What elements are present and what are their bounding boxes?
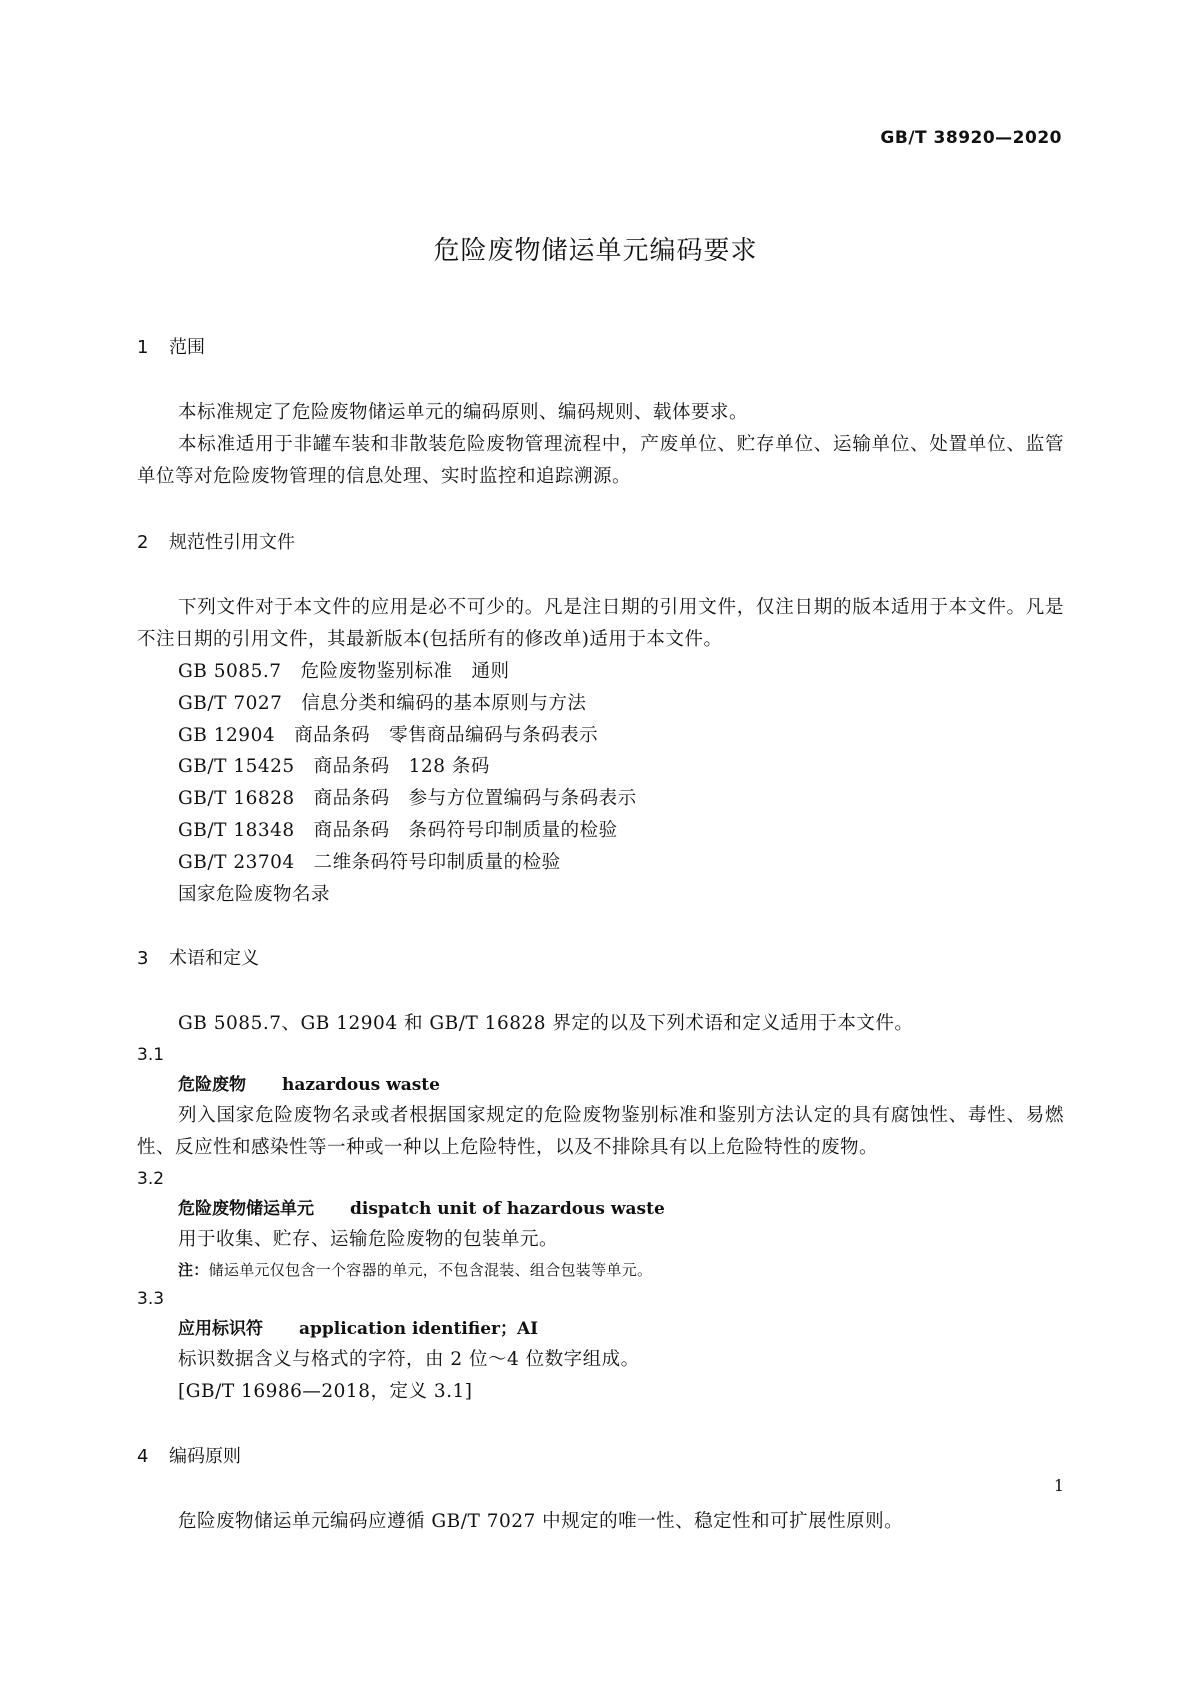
section-heading-2 [137,530,1064,556]
paragraph: 本标准适用于非罐车装和非散装危险废物管理流程中，产废单位、贮存单位、运输单位、处置单位、监管单位等对危险废物管理的信息处理、实时监控和追踪溯源。 [137,434,1064,487]
section-title: 范围 [169,337,205,358]
section-heading-4 [137,1444,1064,1470]
term-number: 3.1 [137,1045,165,1066]
reference-item: GB/T 15425 商品条码 128 条码 [178,756,490,778]
paragraph: GB 5085.7、GB 12904 和 GB/T 16828 界定的以及下列术语和定义适用于本文件。 [178,1013,914,1035]
term-note [137,1256,1064,1284]
term-definition: 标识数据含义与格式的字符，由 2 位～4 位数字组成。 [178,1349,640,1371]
term-number: 3.3 [137,1289,165,1310]
standard-code: GB/T 38920—2020 [880,128,1062,148]
term-name-en: hazardous waste [282,1075,440,1096]
term-name-zh: 危险废物储运单元 [178,1199,314,1220]
reference-item: GB/T 16828 商品条码 参与方位置编码与条码表示 [178,788,637,810]
section-heading-1 [137,335,1064,361]
note-label: 注： [178,1261,209,1280]
paragraph: 危险废物储运单元编码应遵循 GB/T 7027 中规定的唯一性、稳定性和可扩展性原则。 [178,1511,904,1533]
section-title: 编码原则 [169,1446,241,1468]
document-body [137,335,1064,1538]
term-name-en: application identifier；AI [299,1319,539,1340]
section-title: 术语和定义 [169,948,259,970]
term-number: 3.2 [137,1169,165,1190]
term-definition: 列入国家危险废物名录或者根据国家规定的危险废物鉴别标准和鉴别方法认定的具有腐蚀性、毒性、易燃性、反应性和感染性等一种或一种以上危险特性，以及不排除具有以上危险特性的废物。 [137,1105,1064,1159]
term-source: [GB/T 16986—2018，定义 3.1] [178,1381,473,1403]
term-definition: 用于收集、贮存、运输危险废物的包装单元。 [178,1229,559,1251]
reference-item: GB/T 7027 信息分类和编码的基本原则与方法 [178,692,587,714]
section-heading-3 [137,946,1064,972]
reference-item: GB 5085.7 危险废物鉴别标准 通则 [178,661,510,682]
term-name-zh: 危险废物 [178,1075,246,1096]
paragraph: 本标准规定了危险废物储运单元的编码原则、编码规则、载体要求。 [178,402,749,423]
term-name [137,1194,1064,1224]
reference-item: GB/T 23704 二维条码符号印制质量的检验 [178,851,561,873]
term-name [137,1314,1064,1344]
reference-item: GB/T 18348 商品条码 条码符号印制质量的检验 [178,819,618,841]
reference-item: GB 12904 商品条码 零售商品编码与条码表示 [178,724,599,746]
reference-item: 国家危险废物名录 [178,883,331,905]
term-name-en: dispatch unit of hazardous waste [350,1199,665,1220]
term-name [137,1070,1064,1100]
document-title: 危险废物储运单元编码要求 [433,236,758,266]
section-number: 4 [137,1446,149,1468]
note-text: 储运单元仅包含一个容器的单元，不包含混装、组合包装等单元。 [208,1261,653,1280]
page-number: 1 [1053,1476,1064,1495]
paragraph: 下列文件对于本文件的应用是必不可少的。凡是注日期的引用文件，仅注日期的版本适用于本文件。凡是不注日期的引用文件，其最新版本(包括所有的修改单)适用于本文件。 [137,597,1064,650]
term-name-zh: 应用标识符 [178,1319,263,1340]
section-number: 1 [137,337,149,358]
section-number: 2 [137,532,149,553]
section-title: 规范性引用文件 [169,532,295,553]
section-number: 3 [137,948,149,970]
